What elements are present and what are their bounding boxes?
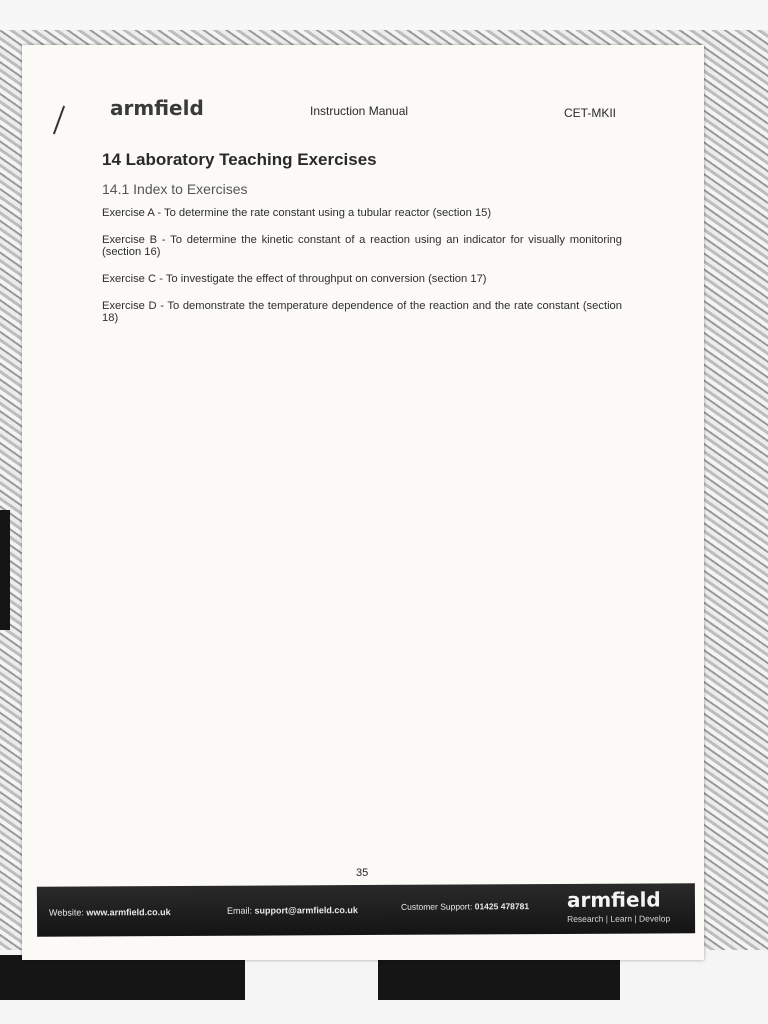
header-code: CET-MKII xyxy=(564,106,617,120)
dark-object-right xyxy=(378,955,620,1000)
footer-support-phone: 01425 478781 xyxy=(474,901,530,912)
footer-support-label: Customer Support: xyxy=(400,901,473,912)
exercise-list xyxy=(102,207,622,339)
exercise-item-d: Exercise D - To demonstrate the temperature dependence of the reaction and the rate constant (section 18) xyxy=(102,300,622,324)
footer-email-label: Email: xyxy=(226,905,253,916)
page-number: 35 xyxy=(356,867,369,879)
footer-logo: armfield xyxy=(566,887,661,912)
header-title: Instruction Manual xyxy=(310,104,409,118)
header-logo: armfield xyxy=(110,96,204,120)
exercise-item-b: Exercise B - To determine the kinetic constant of a reaction using an indicator for visually monitoring (section 16) xyxy=(102,234,622,258)
footer-website-link[interactable]: www.armfield.co.uk xyxy=(86,907,171,918)
chapter-title: 14 Laboratory Teaching Exercises xyxy=(102,150,377,169)
dark-object-left xyxy=(0,955,245,1000)
exercise-item-a: Exercise A - To determine the rate constant using a tubular reactor (section 15) xyxy=(102,207,492,219)
section-title: 14.1 Index to Exercises xyxy=(102,181,248,197)
footer-tagline: Research | Learn | Develop xyxy=(567,913,671,924)
footer-support xyxy=(401,901,529,912)
footer-website xyxy=(49,907,171,918)
footer-website-label: Website: xyxy=(48,907,84,918)
dark-edge-left xyxy=(0,510,10,630)
pen-mark xyxy=(53,106,65,135)
footer-email xyxy=(227,905,358,916)
footer-email-link[interactable]: support@armfield.co.uk xyxy=(254,905,358,916)
exercise-item-c: Exercise C - To investigate the effect of throughput on conversion (section 17) xyxy=(102,273,487,285)
footer-bar xyxy=(37,883,695,936)
background-top xyxy=(0,0,768,30)
document-page xyxy=(22,45,704,960)
